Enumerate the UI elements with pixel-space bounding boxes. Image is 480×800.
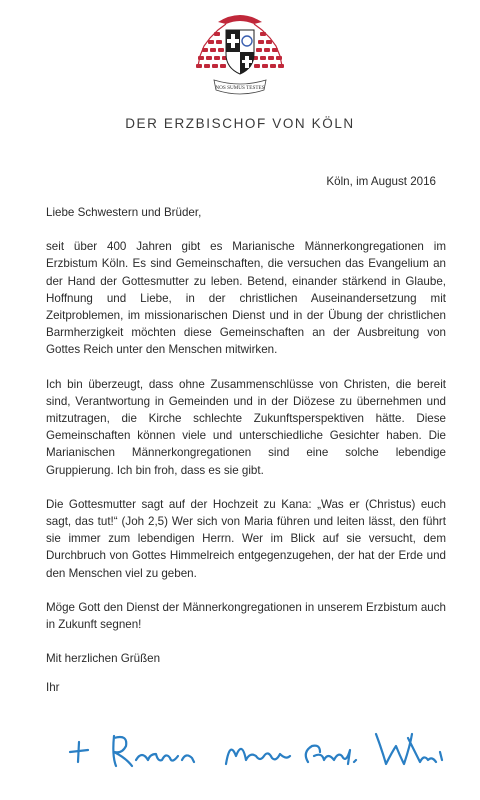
tassels-right — [252, 24, 284, 68]
motto-ribbon — [214, 80, 266, 94]
date-line: Köln, im August 2016 — [326, 175, 436, 188]
coat-of-arms — [190, 4, 290, 104]
letter-body — [46, 204, 446, 714]
paragraph-2: Ich bin überzeugt, dass ohne Zusammenschlüsse von Christen, die bereit sind, Verantwortung in Gemeinden und in der Diözese zu übernehmen und mitzutragen, die Kirche schlechte Zukunftsperspektiven hätte. Diese Gemeinschaften können viele und unterschiedliche Gesichter haben. Die Marianischen Männerkongregationen sind eine solche lebendige Gruppierung. Ich bin froh, dass es sie gibt. — [46, 377, 446, 477]
galero-hat — [218, 15, 262, 24]
paragraph-4: Möge Gott den Dienst der Männerkongregationen in unserem Erzbistum auch in Zukunft segnen! — [46, 600, 446, 632]
paragraph-1: seit über 400 Jahren gibt es Marianische Männerkongregationen im Erzbistum Köln. Es sind Gemeinschaften, die versuchen das Evangelium an der Hand der Gottesmutter zu leben. Betend, einander stärkend in Glaube, Hoffnung und Liebe, in der christlichen Auseinandersetzung mit Zeitproblemen, im missionarischen Dienst und in der Übung der christlichen Barmherzigkeit möchten diese Gemeinschaften an der Ausbreitung von Gottes Reich unter den Menschen mitwirken. — [46, 240, 446, 357]
paragraph-3: Die Gottesmutter sagt auf der Hochzeit zu Kana: „Was er (Christus) euch sagt, das tut!“ (Joh 2,5) Wer sich von Maria führen und leiten lässt, den führt sie immer zum lebendigen Herrn. Wer im Blick auf sie versucht, dem Durchbruch von Gottes Himmelreich entgegenzugehen, der hat der Erde und den Menschen viel zu geben. — [46, 497, 446, 580]
closing: Mit herzlichen Grüßen — [46, 652, 161, 666]
sender-title: DER ERZBISCHOF VON KÖLN — [125, 116, 355, 131]
heraldic-shield — [226, 30, 254, 74]
closing-word: Ihr — [46, 681, 60, 695]
tassels-left — [196, 24, 228, 68]
motto-text: NOS SUMUS TESTES — [215, 85, 265, 91]
greeting: Liebe Schwestern und Brüder, — [46, 206, 202, 219]
handwritten-signature — [66, 716, 456, 776]
